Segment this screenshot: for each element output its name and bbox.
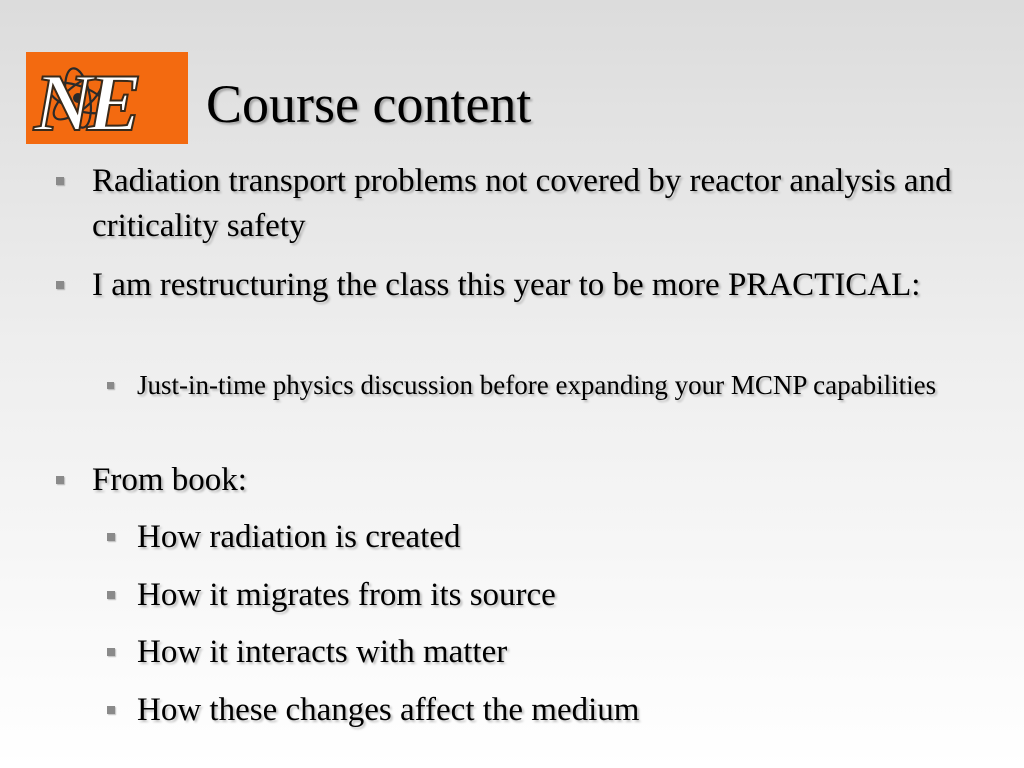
bullet-item	[92, 263, 992, 308]
square-bullet-icon	[107, 648, 115, 656]
sub-bullet-item	[137, 366, 997, 405]
bullet-text: How radiation is created	[137, 519, 461, 555]
square-bullet-icon	[107, 591, 115, 599]
square-bullet-icon	[56, 177, 64, 185]
slide-title: Course content	[206, 74, 532, 134]
bullet-text: How it interacts with matter	[137, 634, 508, 670]
bullet-item	[92, 159, 992, 249]
bullet-text: Just-in-time physics discussion before expanding your MCNP capabilities	[137, 370, 937, 400]
sub-bullet-item	[137, 515, 997, 560]
logo-text: NE	[34, 57, 136, 144]
bullet-text: I am restructuring the class this year to be more PRACTICAL:	[92, 267, 921, 303]
square-bullet-icon	[107, 706, 115, 714]
bullet-text: Radiation transport problems not covered by reactor analysis and criticality safety	[92, 163, 952, 244]
square-bullet-icon	[107, 533, 115, 541]
square-bullet-icon	[56, 281, 64, 289]
square-bullet-icon	[56, 476, 64, 484]
bullet-item	[92, 458, 992, 503]
sub-bullet-item	[137, 630, 997, 675]
bullet-text: From book:	[92, 462, 247, 498]
sub-bullet-item	[137, 573, 997, 618]
sub-bullet-item	[137, 688, 997, 733]
bullet-text: How it migrates from its source	[137, 577, 556, 613]
square-bullet-icon	[107, 382, 114, 389]
bullet-text: How these changes affect the medium	[137, 692, 640, 728]
